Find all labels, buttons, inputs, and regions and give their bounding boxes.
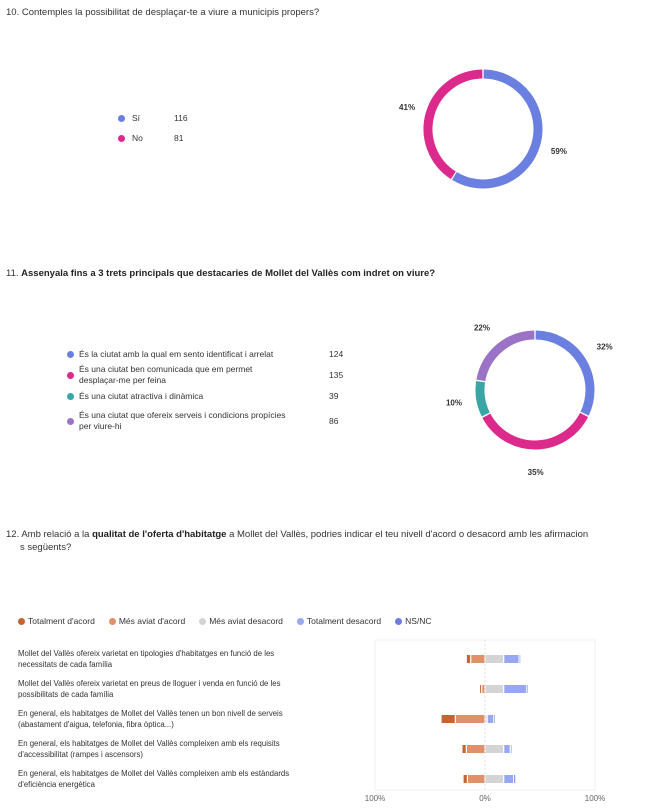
- statement-label: Mollet del Vallès ofereix varietat en tipologies d'habitatges en funció de les necessitats de cada família: [18, 649, 275, 669]
- q11-legend: [67, 346, 367, 436]
- legend-item: [67, 410, 339, 431]
- legend-dot: [118, 135, 125, 142]
- q11-slice: [486, 415, 584, 445]
- legend-dot: [67, 393, 74, 400]
- legend-label: Més aviat desacord: [209, 616, 283, 626]
- bar-segment: [468, 775, 484, 783]
- q11-slice: [481, 335, 534, 380]
- q11-slice: [480, 382, 486, 415]
- q10-legend: [118, 111, 238, 151]
- q10-slice: [454, 74, 538, 184]
- legend-label: És una ciutat atractiva i dinàmica: [79, 391, 204, 401]
- legend-item: [297, 616, 381, 626]
- legend-dot: [67, 372, 74, 379]
- legend-count: 81: [174, 133, 184, 143]
- bar-segment: [456, 715, 485, 723]
- bar-segment: [467, 655, 470, 663]
- legend-label: Sí: [132, 112, 141, 123]
- legend-item: [67, 347, 344, 361]
- statement-label: En general, els habitatges de Mollet del Vallès tenen un bon nivell de serveis (abastament d'aigua, telefonia, fibra òptica...): [18, 709, 283, 729]
- statement-label: En general, els habitatges de Mollet del Vallès compleixen amb els estàndards d'eficiència energètica: [18, 769, 290, 789]
- bar-segment: [504, 685, 526, 693]
- legend-count: 116: [174, 113, 188, 123]
- legend-item: [67, 364, 344, 385]
- q12-diverging-bar-chart: [360, 640, 630, 805]
- bar-segment: [467, 745, 485, 753]
- bar-segment: [442, 715, 455, 723]
- bar-segment: [486, 655, 504, 663]
- statement-label: En general, els habitatges de Mollet del Vallès compleixen amb els requisits d'accessibilitat (rampes i ascensors): [18, 739, 280, 759]
- legend-count: 124: [329, 349, 344, 359]
- legend-label: És la ciutat amb la qual em sento identificat i arrelat: [79, 349, 274, 359]
- legend-dot: [67, 418, 74, 425]
- legend-dot: [199, 618, 206, 625]
- x-tick-label: 100%: [584, 794, 606, 803]
- bar-segment: [488, 715, 493, 723]
- bar-segment: [471, 655, 484, 663]
- legend-label: NS/NC: [405, 616, 432, 626]
- bar-segment: [486, 745, 504, 753]
- bar-segment: [494, 715, 495, 723]
- legend-label: És una ciutat que ofereix serveis i condicions propícies per viure-hi: [79, 410, 286, 431]
- bar-segment: [486, 775, 504, 783]
- legend-item: [18, 616, 95, 626]
- bar-segment: [480, 685, 481, 693]
- q10-title: 10. Contemples la possibilitat de desplaçar-te a viure a municipis propers?: [6, 7, 320, 18]
- q11-donut-chart: [440, 310, 650, 477]
- legend-label: Més aviat d'acord: [118, 616, 186, 626]
- bar-segment: [504, 655, 518, 663]
- q10-donut-chart: [380, 50, 590, 210]
- legend-item-no: [118, 131, 184, 145]
- x-tick-label: 100%: [364, 794, 386, 803]
- legend-item: [395, 616, 431, 626]
- legend-dot: [395, 618, 402, 625]
- q10-percent-label: 41%: [399, 103, 416, 113]
- statement-label: Mollet del Vallès ofereix varietat en preus de lloguer i venda en funció de les possibilitats de cada família: [18, 679, 281, 699]
- bar-segment: [486, 685, 504, 693]
- bar-segment: [520, 655, 521, 663]
- legend-label: Totalment desacord: [306, 616, 382, 626]
- bar-segment: [504, 775, 513, 783]
- legend-label: Totalment d'acord: [28, 616, 95, 626]
- q11-slice: [536, 335, 590, 414]
- legend-count: 39: [329, 391, 339, 401]
- q11-percent-label: 32%: [596, 342, 613, 352]
- bar-segment: [504, 745, 509, 753]
- bar-segment: [514, 775, 515, 783]
- bar-segment: [482, 685, 484, 693]
- legend-item-si: [118, 111, 188, 125]
- x-tick-label: 0%: [479, 794, 491, 803]
- bar-segment: [486, 715, 487, 723]
- bar-segment: [463, 745, 466, 753]
- legend-item: [67, 389, 339, 403]
- legend-label: És una ciutat ben comunicada que em permet desplaçar-me per feina: [79, 364, 253, 385]
- bar-segment: [464, 775, 467, 783]
- legend-label: No: [132, 132, 143, 143]
- legend-dot: [109, 618, 116, 625]
- legend-item: [109, 616, 185, 626]
- q12-title: 12. Amb relació a la qualitat de l'oferta d'habitatge a Mollet del Vallès, podries indicar el teu nivell d'acord o desacord amb les afirmacion s següents?: [6, 529, 589, 553]
- q10-percent-label: 59%: [550, 146, 567, 156]
- legend-dot: [18, 618, 25, 625]
- legend-item: [199, 616, 283, 626]
- legend-dot: [118, 115, 125, 122]
- q11-title: 11. Assenyala fins a 3 trets principals que destacaries de Mollet del Vallès com indret on viure?: [6, 268, 436, 279]
- plot-area: [375, 640, 595, 790]
- q11-percent-label: 22%: [473, 323, 490, 333]
- q11-percent-label: 35%: [527, 467, 544, 477]
- q10-slice: [428, 74, 482, 175]
- legend-dot: [67, 351, 74, 358]
- q11-percent-label: 10%: [445, 398, 462, 408]
- q12-legend: [18, 616, 432, 626]
- legend-dot: [297, 618, 304, 625]
- bar-segment: [527, 685, 528, 693]
- legend-count: 86: [329, 416, 339, 426]
- legend-count: 135: [329, 370, 344, 380]
- bar-segment: [511, 745, 512, 753]
